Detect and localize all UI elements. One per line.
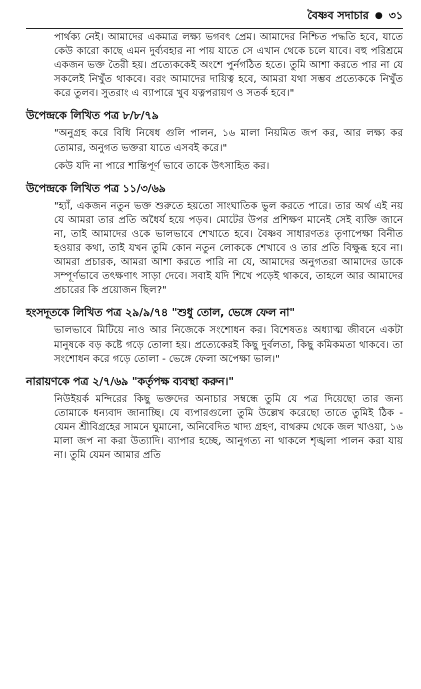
- section-heading: উপেন্দ্রকে লিখিত পত্র ৮/৮/৭৯: [26, 109, 159, 123]
- header-rule: [26, 28, 403, 29]
- section-heading: হংসদূতকে লিখিত পত্র ২৯/৯/৭৪ "শুধু তোল, ভেঙ্গে ফেল না": [26, 306, 295, 320]
- body-paragraph: নিউইয়র্ক মন্দিরের কিছু ভক্তদের অনাচার সম্বন্ধে তুমি যে পত্র দিয়েছো তার জন্য তোমাকে ধন্যবাদ জানাচ্ছি। যে ব্যপারগুলো তুমি উল্লেখ করেছো তাতে তুমিই ঠিক - যেমন শ্রীবিগ্রহের সামনে ঘুমানো, অনিবেদিত খাদ্য গ্রহণ, বাথরুম থেকে জল খাওয়া, ১৬ মালা জপ না করা উত্যাদি। ব্যাপার হচ্ছে, আনুগত্য না থাকলে শৃঙ্খলা পালন করা যায় না। তুমি যেমন আমার প্রতি: [54, 393, 403, 462]
- body-paragraph: "অনুগ্রহ করে বিধি নিষেধ গুলি পালন, ১৬ মালা নিয়মিত জপ কর, আর লক্ষ্য কর তোমার, অনুগত ভক্তরা যাতে এসবই করে।": [54, 128, 403, 154]
- running-head-title: বৈষ্ণব সদাচার: [307, 8, 369, 22]
- section-heading: নারায়ণকে পত্র ২/৭/৬৯ "কর্তৃপক্ষ ব্যবস্থা করুন।": [26, 374, 234, 388]
- body-paragraph: পার্থক্য নেই। আমাদের একমাত্র লক্ষ্য ভগবৎ প্রেম। আমাদের নিশ্চিত পদ্ধতি হবে, যাতে কেউ কারো কাছে এমন দুর্ব্যবহার না পায় যাতে সে এখান থেকে চলে যাবে। বহু পরিশ্রমে একজন ভক্ত তৈরী হয়। প্রত্যেককেই অংশে পুর্নগঠিত হতে। তুমি আশা করতে পার না যে সকলেই নিখুঁত থাকবে। বরং আমাদের দায়িত্ব হবে, আমরা যথা সম্ভব প্রত্যেককে নিখুঁত করে তুলব। সুতরাং এ ব্যাপারে খুব যত্নপরায়ণ ও সতর্ক হবে।": [54, 32, 403, 100]
- bullet-separator: ●: [374, 11, 383, 21]
- section-heading: উপেন্দ্রকে লিখিত পত্র ১১/৩/৬৯: [26, 181, 166, 195]
- running-head: [26, 4, 403, 28]
- body-paragraph: ভালভাবে মিটিয়ে নাও আর নিজেকে সংশোধন কর। বিশেষতঃ অধ্যাত্ম জীবনে একটা মানুষকে বড় কষ্টে গড়ে তোলা হয়। প্রত্যেকেরই কিছু দুর্বলতা, কিছু কমিকমতা থাকবে। তা সংশোধন করে গড়ে তোলা - ভেঙ্গে ফেলা অপেক্ষা ভাল।": [54, 325, 403, 365]
- page-number: ৩১: [388, 8, 403, 22]
- body-paragraph: "হ্যাঁ, একজন নতুন ভক্ত শুরুতে হয়তো সাংঘাতিক ভুল করতে পারে। তার অর্থ এই নয় যে আমরা তার প্রতি অধৈর্য হয়ে পড়ব। মোটের উপর প্রশিক্ষণ মানেই সেই ব্যক্তি জানে না, তাই আমাদের ওকে ভালভাবে শেখাতে হবে। বৈষ্ণব সাধারণতঃ তৃণাপেক্ষা বিনীত হওয়ার কথা, তাই যখন তুমি কোন নতুন লোককে শেখাবে ও তার প্রতি বিক্ষুব্ধ হবে না। আমরা প্রচারক, আমরা আশা করতে পারি না যে, আমাদের অনুগতরা আমাদের ডাকে সম্পূর্ণভাবে তৎক্ষণাৎ সাড়া দেবে। সবাই যদি শিখে পড়েই থাকবে, তাহলে আর আমাদের প্রচারের কি প্রয়োজন ছিল?": [54, 200, 403, 297]
- body-paragraph: কেউ যদি না পারে শান্তিপূর্ণ ভাবে তাকে উৎসাহিত কর।: [54, 160, 270, 172]
